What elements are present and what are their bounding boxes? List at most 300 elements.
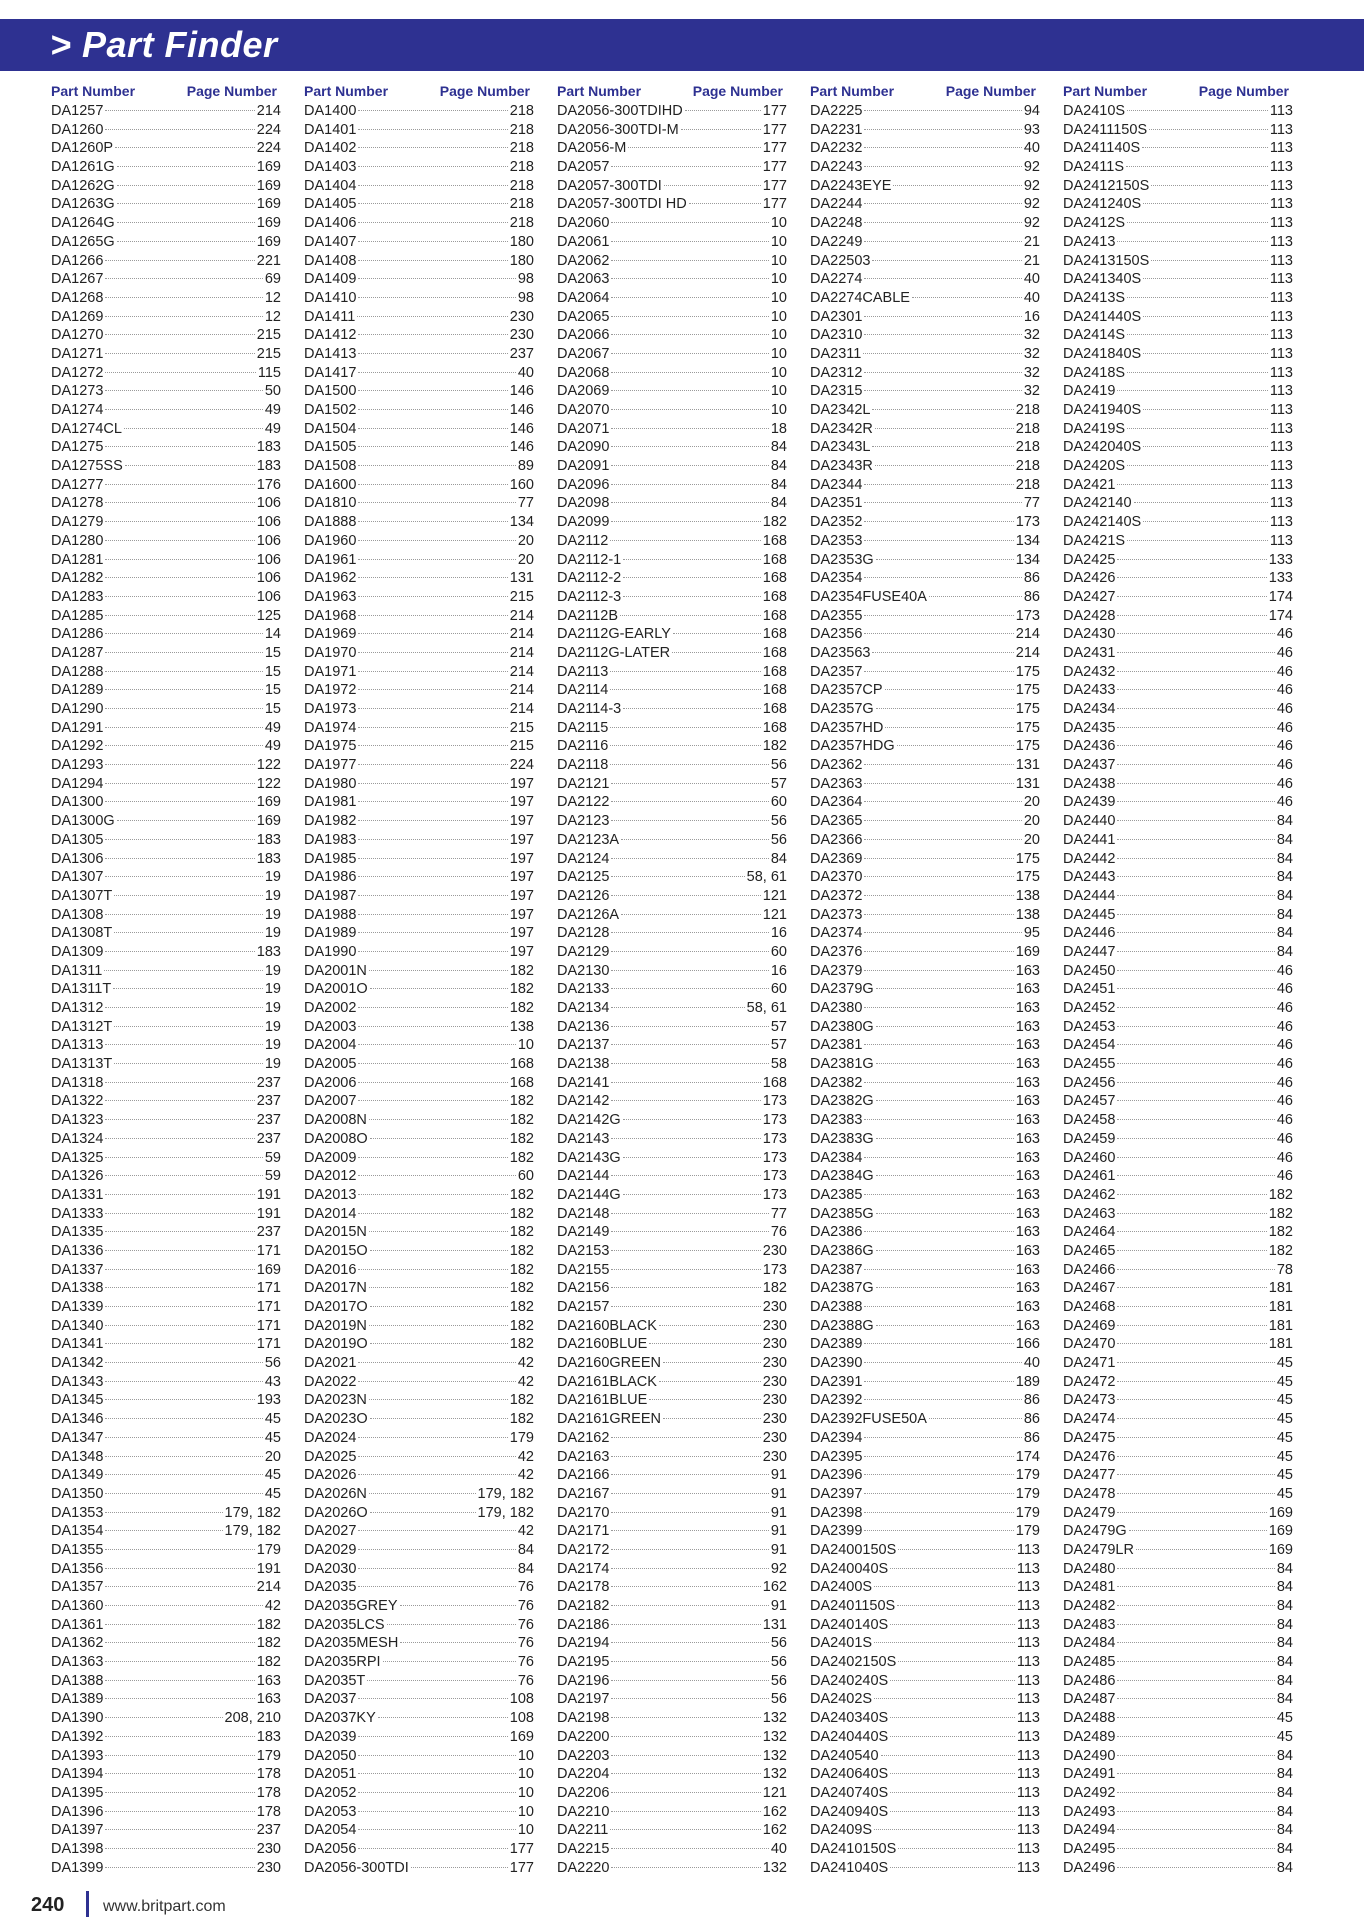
page-ref: 171 bbox=[256, 1336, 281, 1353]
part-number-header: Part Number bbox=[557, 83, 642, 99]
dot-leader bbox=[105, 1306, 254, 1307]
part-number: DA1393 bbox=[51, 1747, 104, 1764]
part-number: DA1280 bbox=[51, 532, 104, 549]
page-ref: 10 bbox=[770, 252, 787, 269]
part-row bbox=[810, 513, 1040, 532]
part-row bbox=[304, 476, 534, 495]
page-ref: 113 bbox=[1269, 252, 1293, 269]
part-row bbox=[810, 812, 1040, 831]
page-ref: 113 bbox=[1016, 1654, 1040, 1671]
page-ref: 163 bbox=[1015, 1280, 1040, 1297]
page-ref: 60 bbox=[517, 1168, 534, 1185]
page-ref: 19 bbox=[264, 1000, 281, 1016]
page-ref: 215 bbox=[509, 588, 534, 605]
part-row bbox=[557, 1747, 787, 1766]
dot-leader bbox=[1117, 1269, 1274, 1270]
part-row bbox=[304, 1653, 534, 1672]
part-number: DA2171 bbox=[557, 1523, 610, 1540]
dot-leader bbox=[1117, 783, 1274, 784]
part-row bbox=[557, 494, 787, 513]
part-row bbox=[810, 1391, 1040, 1410]
page-ref: 169 bbox=[256, 794, 281, 811]
part-row bbox=[51, 1859, 281, 1878]
page-ref: 113 bbox=[1269, 439, 1293, 456]
page-ref: 77 bbox=[770, 1205, 787, 1222]
page-ref: 230 bbox=[762, 1429, 787, 1446]
dot-leader bbox=[872, 260, 1021, 261]
part-row bbox=[810, 1354, 1040, 1373]
part-row bbox=[1063, 1859, 1293, 1878]
page-ref: 163 bbox=[1015, 1112, 1040, 1129]
dot-leader bbox=[863, 353, 1022, 354]
part-number: DA2023N bbox=[304, 1392, 367, 1409]
part-number: DA2220 bbox=[557, 1859, 610, 1876]
part-row bbox=[557, 1167, 787, 1186]
dot-leader bbox=[1117, 895, 1274, 896]
part-row bbox=[810, 868, 1040, 887]
part-number: DA1360 bbox=[51, 1598, 104, 1614]
page-ref: 86 bbox=[1023, 1392, 1040, 1409]
dot-leader bbox=[1117, 1325, 1266, 1326]
dot-leader bbox=[1127, 372, 1268, 373]
dot-leader bbox=[105, 353, 254, 354]
part-number: DA1278 bbox=[51, 495, 104, 512]
part-number: DA2342L bbox=[810, 402, 871, 418]
part-row bbox=[51, 1354, 281, 1373]
dot-leader bbox=[876, 1026, 1014, 1027]
part-number: DA241440S bbox=[1063, 308, 1142, 325]
part-number: DA2379G bbox=[810, 981, 874, 998]
page-ref: 181 bbox=[1268, 1280, 1293, 1297]
page-ref: 10 bbox=[517, 1747, 534, 1764]
page-ref: 76 bbox=[517, 1635, 534, 1652]
dot-leader bbox=[105, 484, 254, 485]
part-row bbox=[810, 1448, 1040, 1467]
part-row bbox=[1063, 1036, 1293, 1055]
part-number: DA240440S bbox=[810, 1728, 889, 1745]
part-row bbox=[51, 1373, 281, 1392]
part-row bbox=[1063, 494, 1293, 513]
part-row bbox=[557, 457, 787, 476]
page-ref: 175 bbox=[1015, 719, 1040, 736]
page-ref: 113 bbox=[1016, 1766, 1040, 1783]
dot-leader bbox=[400, 1642, 516, 1643]
page-ref: 133 bbox=[1268, 551, 1293, 568]
part-row bbox=[1063, 625, 1293, 644]
part-row bbox=[1063, 1317, 1293, 1336]
part-number: DA2466 bbox=[1063, 1261, 1116, 1278]
part-number: DA23563 bbox=[810, 644, 871, 661]
part-number: DA1333 bbox=[51, 1205, 104, 1222]
part-row bbox=[304, 532, 534, 551]
page-ref: 92 bbox=[1023, 159, 1040, 176]
part-number: DA2490 bbox=[1063, 1747, 1116, 1764]
page-ref: 15 bbox=[264, 663, 281, 680]
page-ref: 40 bbox=[1023, 140, 1040, 157]
dot-leader bbox=[649, 1343, 761, 1344]
part-row bbox=[810, 1560, 1040, 1579]
page-ref: 106 bbox=[256, 532, 281, 549]
dot-leader bbox=[897, 745, 1014, 746]
part-number: DA2143 bbox=[557, 1130, 610, 1147]
part-column-3 bbox=[557, 80, 787, 1877]
part-number: DA1412 bbox=[304, 327, 357, 344]
dot-leader bbox=[1117, 1792, 1274, 1793]
dot-leader bbox=[369, 1231, 508, 1232]
dot-leader bbox=[358, 951, 507, 952]
part-row bbox=[304, 625, 534, 644]
part-number: DA2112B bbox=[557, 607, 618, 624]
part-row bbox=[557, 513, 787, 532]
dot-leader bbox=[897, 1605, 1015, 1606]
page-ref: 163 bbox=[1015, 1056, 1040, 1073]
dot-leader bbox=[358, 764, 507, 765]
part-number: DA1267 bbox=[51, 271, 104, 288]
part-number: DA2118 bbox=[557, 757, 609, 774]
page-ref: 183 bbox=[256, 943, 281, 960]
dot-leader bbox=[864, 1194, 1013, 1195]
dot-leader bbox=[358, 689, 507, 690]
part-number: DA2409S bbox=[810, 1822, 873, 1839]
part-number: DA2274CABLE bbox=[810, 289, 910, 306]
part-row bbox=[304, 588, 534, 607]
page-ref: 84 bbox=[1276, 1635, 1293, 1652]
part-number: DA2396 bbox=[810, 1467, 863, 1484]
part-row bbox=[1063, 700, 1293, 719]
part-number: DA2356 bbox=[810, 626, 863, 643]
part-number: DA2024 bbox=[304, 1429, 357, 1446]
part-row bbox=[1063, 1634, 1293, 1653]
part-row bbox=[557, 1111, 787, 1130]
part-number: DA2301 bbox=[810, 308, 863, 325]
page-ref: 179 bbox=[509, 1429, 534, 1446]
part-number: DA2311 bbox=[810, 345, 862, 362]
page-ref: 168 bbox=[762, 719, 787, 736]
part-number: DA240940S bbox=[810, 1803, 889, 1820]
dot-leader bbox=[1117, 858, 1274, 859]
dot-leader bbox=[611, 1474, 768, 1475]
part-number: DA2115 bbox=[557, 719, 609, 736]
part-row bbox=[810, 139, 1040, 158]
dot-leader bbox=[1117, 1493, 1274, 1494]
part-row bbox=[810, 1018, 1040, 1037]
dot-leader bbox=[1117, 1287, 1266, 1288]
page-ref: 56 bbox=[264, 1355, 281, 1372]
part-number: DA2114 bbox=[557, 682, 609, 699]
part-row bbox=[51, 625, 281, 644]
part-number: DA1402 bbox=[304, 140, 357, 157]
dot-leader bbox=[358, 1586, 515, 1587]
part-row bbox=[51, 1653, 281, 1672]
page-ref: 86 bbox=[1023, 588, 1040, 605]
part-number: DA1343 bbox=[51, 1373, 104, 1390]
part-row bbox=[810, 364, 1040, 383]
dot-leader bbox=[117, 185, 255, 186]
dot-leader bbox=[358, 671, 507, 672]
part-number: DA2098 bbox=[557, 495, 610, 512]
part-row bbox=[810, 850, 1040, 869]
part-number: DA2475 bbox=[1063, 1429, 1116, 1446]
dot-leader bbox=[621, 914, 761, 915]
dot-leader bbox=[864, 1157, 1013, 1158]
part-number: DA1389 bbox=[51, 1691, 104, 1708]
part-number: DA2413S bbox=[1063, 289, 1126, 306]
part-row bbox=[304, 607, 534, 626]
page-ref: 182 bbox=[509, 1224, 534, 1241]
page-ref: 45 bbox=[264, 1411, 281, 1428]
part-number: DA2210 bbox=[557, 1803, 610, 1820]
dot-leader bbox=[358, 1549, 515, 1550]
dot-leader bbox=[1117, 1568, 1274, 1569]
part-row bbox=[557, 737, 787, 756]
part-number: DA1417 bbox=[304, 364, 357, 381]
page-ref: 58 bbox=[770, 1056, 787, 1073]
part-number: DA2471 bbox=[1063, 1355, 1116, 1372]
dot-leader bbox=[105, 334, 254, 335]
part-number: DA1324 bbox=[51, 1130, 104, 1147]
dot-leader bbox=[358, 559, 515, 560]
part-row bbox=[304, 1840, 534, 1859]
dot-leader bbox=[104, 970, 263, 971]
part-row bbox=[557, 1522, 787, 1541]
page-ref: 131 bbox=[1015, 775, 1040, 792]
dot-leader bbox=[105, 1698, 254, 1699]
dot-leader bbox=[1117, 1642, 1274, 1643]
part-number: DA2057 bbox=[557, 159, 610, 176]
dot-leader bbox=[105, 1362, 262, 1363]
part-row bbox=[557, 1429, 787, 1448]
part-row bbox=[304, 1541, 534, 1560]
part-row bbox=[557, 1765, 787, 1784]
page-ref: 177 bbox=[509, 1840, 534, 1857]
part-number: DA2112-2 bbox=[557, 570, 622, 587]
page-ref: 163 bbox=[1015, 1224, 1040, 1241]
part-row bbox=[1063, 1616, 1293, 1635]
part-row bbox=[1063, 831, 1293, 850]
dot-leader bbox=[1117, 1829, 1274, 1830]
part-row bbox=[304, 924, 534, 943]
dot-leader bbox=[611, 1568, 768, 1569]
part-number: DA2006 bbox=[304, 1074, 357, 1091]
part-row bbox=[557, 1186, 787, 1205]
page-ref: 163 bbox=[256, 1672, 281, 1689]
page-ref: 77 bbox=[517, 495, 534, 512]
page-ref: 173 bbox=[762, 1149, 787, 1166]
page-ref: 218 bbox=[509, 103, 534, 119]
page-ref: 113 bbox=[1016, 1635, 1040, 1652]
part-number: DA240340S bbox=[810, 1710, 889, 1727]
dot-leader bbox=[876, 1287, 1014, 1288]
dot-leader bbox=[358, 1568, 515, 1569]
part-number: DA2384G bbox=[810, 1168, 874, 1185]
dot-leader bbox=[358, 409, 507, 410]
dot-leader bbox=[1117, 708, 1274, 709]
page-ref: 113 bbox=[1016, 1784, 1040, 1801]
part-number: DA2008O bbox=[304, 1130, 368, 1147]
part-row bbox=[1063, 1578, 1293, 1597]
page-ref: 197 bbox=[509, 794, 534, 811]
part-row bbox=[810, 1690, 1040, 1709]
dot-leader bbox=[874, 1698, 1015, 1699]
dot-leader bbox=[1117, 1044, 1274, 1045]
part-row bbox=[304, 1410, 534, 1429]
part-row bbox=[51, 1560, 281, 1579]
page-ref: 89 bbox=[517, 458, 534, 475]
part-row bbox=[304, 308, 534, 327]
dot-leader bbox=[611, 1773, 760, 1774]
page-ref: 113 bbox=[1269, 514, 1293, 531]
page-ref: 49 bbox=[264, 402, 281, 418]
part-row bbox=[51, 1616, 281, 1635]
part-row bbox=[51, 382, 281, 401]
part-number: DA1311T bbox=[51, 981, 112, 998]
part-number: DA241040S bbox=[810, 1859, 889, 1876]
part-number: DA2274 bbox=[810, 271, 863, 288]
page-ref: 197 bbox=[509, 906, 534, 923]
dot-leader bbox=[358, 502, 515, 503]
part-row bbox=[557, 1803, 787, 1822]
dot-leader bbox=[358, 521, 507, 522]
part-row bbox=[1063, 1373, 1293, 1392]
dot-leader bbox=[611, 353, 768, 354]
part-number: DA2388 bbox=[810, 1299, 863, 1315]
part-row bbox=[51, 1504, 281, 1523]
part-number: DA2123A bbox=[557, 831, 620, 848]
part-number-header: Part Number bbox=[51, 83, 136, 99]
part-row bbox=[557, 326, 787, 345]
page-ref: 169 bbox=[1268, 1541, 1293, 1558]
part-number: DA1406 bbox=[304, 215, 357, 232]
part-number: DA2351 bbox=[810, 495, 863, 512]
page-ref: 10 bbox=[770, 233, 787, 250]
dot-leader bbox=[659, 1381, 761, 1382]
dot-leader bbox=[890, 1568, 1015, 1569]
part-number: DA2413 bbox=[1063, 233, 1116, 250]
page-ref: 84 bbox=[1276, 1579, 1293, 1596]
part-number: DA2243EYE bbox=[810, 177, 892, 194]
part-row bbox=[51, 289, 281, 308]
page-ref: 182 bbox=[509, 1392, 534, 1409]
part-number: DA1279 bbox=[51, 514, 104, 531]
part-number: DA2035LCS bbox=[304, 1616, 385, 1633]
part-row bbox=[1063, 607, 1293, 626]
dot-leader bbox=[105, 1867, 254, 1868]
page-ref: 106 bbox=[256, 588, 281, 605]
dot-leader bbox=[876, 1100, 1014, 1101]
part-number: DA2427 bbox=[1063, 588, 1116, 605]
part-number: DA2204 bbox=[557, 1766, 610, 1783]
page-ref: 197 bbox=[509, 925, 534, 942]
page-ref: 113 bbox=[1269, 196, 1293, 213]
page-ref: 182 bbox=[509, 1261, 534, 1278]
part-row bbox=[51, 494, 281, 513]
part-row bbox=[1063, 438, 1293, 457]
part-number: DA2133 bbox=[557, 981, 610, 998]
column-header bbox=[557, 80, 787, 102]
page-ref: 46 bbox=[1276, 644, 1293, 661]
dot-leader bbox=[611, 1456, 760, 1457]
part-number: DA1974 bbox=[304, 719, 357, 736]
part-number: DA2472 bbox=[1063, 1373, 1116, 1390]
dot-leader bbox=[1117, 1418, 1274, 1419]
part-row bbox=[810, 1504, 1040, 1523]
part-number: DA2364 bbox=[810, 794, 863, 811]
page-ref: 10 bbox=[517, 1037, 534, 1054]
part-number: DA2412150S bbox=[1063, 177, 1150, 194]
part-row bbox=[304, 1223, 534, 1242]
part-row bbox=[557, 793, 787, 812]
page-ref: 163 bbox=[1015, 1299, 1040, 1315]
part-row bbox=[1063, 887, 1293, 906]
dot-leader bbox=[890, 1867, 1015, 1868]
part-row bbox=[304, 999, 534, 1018]
part-number: DA2391 bbox=[810, 1373, 863, 1390]
page-ref: 171 bbox=[256, 1280, 281, 1297]
part-row bbox=[810, 1821, 1040, 1840]
page-ref: 58, 61 bbox=[746, 869, 787, 886]
part-row bbox=[51, 812, 281, 831]
part-row bbox=[557, 476, 787, 495]
part-row bbox=[304, 1747, 534, 1766]
dot-leader bbox=[1117, 1624, 1274, 1625]
part-row bbox=[1063, 775, 1293, 794]
part-number: DA2157 bbox=[557, 1299, 610, 1315]
part-number: DA2002 bbox=[304, 1000, 357, 1016]
part-row bbox=[304, 1036, 534, 1055]
page-ref: 46 bbox=[1276, 1093, 1293, 1110]
dot-leader bbox=[864, 390, 1021, 391]
part-number: DA2197 bbox=[557, 1691, 610, 1708]
page-ref: 230 bbox=[762, 1392, 787, 1409]
part-row bbox=[304, 195, 534, 214]
part-row bbox=[51, 364, 281, 383]
page-ref: 132 bbox=[762, 1728, 787, 1745]
page-ref: 169 bbox=[1268, 1504, 1293, 1521]
dot-leader bbox=[611, 970, 768, 971]
part-row bbox=[557, 850, 787, 869]
part-row bbox=[810, 494, 1040, 513]
part-number: DA2056-300TDIHD bbox=[557, 103, 683, 119]
dot-leader bbox=[611, 1512, 768, 1513]
dot-leader bbox=[864, 1399, 1021, 1400]
dot-leader bbox=[1117, 1119, 1274, 1120]
dot-leader bbox=[358, 1848, 507, 1849]
page-ref: 181 bbox=[1268, 1336, 1293, 1353]
page-ref: 20 bbox=[1023, 794, 1040, 811]
part-row bbox=[810, 1709, 1040, 1728]
part-row bbox=[304, 1597, 534, 1616]
dot-leader bbox=[117, 166, 255, 167]
page-ref: 168 bbox=[762, 1074, 787, 1091]
part-number: DA1287 bbox=[51, 644, 104, 661]
page-ref: 19 bbox=[264, 1037, 281, 1054]
part-row bbox=[1063, 1597, 1293, 1616]
part-number: DA2443 bbox=[1063, 869, 1116, 886]
dot-leader bbox=[1117, 820, 1274, 821]
part-number: DA2421S bbox=[1063, 532, 1126, 549]
dot-leader bbox=[105, 1642, 254, 1643]
part-row bbox=[557, 1354, 787, 1373]
page-ref: 84 bbox=[1276, 1616, 1293, 1633]
page-ref: 138 bbox=[1015, 906, 1040, 923]
part-row bbox=[304, 494, 534, 513]
dot-leader bbox=[611, 1269, 760, 1270]
part-row bbox=[810, 999, 1040, 1018]
part-row bbox=[810, 1092, 1040, 1111]
part-row bbox=[51, 457, 281, 476]
part-row bbox=[304, 252, 534, 271]
page-ref: 40 bbox=[1023, 1355, 1040, 1372]
